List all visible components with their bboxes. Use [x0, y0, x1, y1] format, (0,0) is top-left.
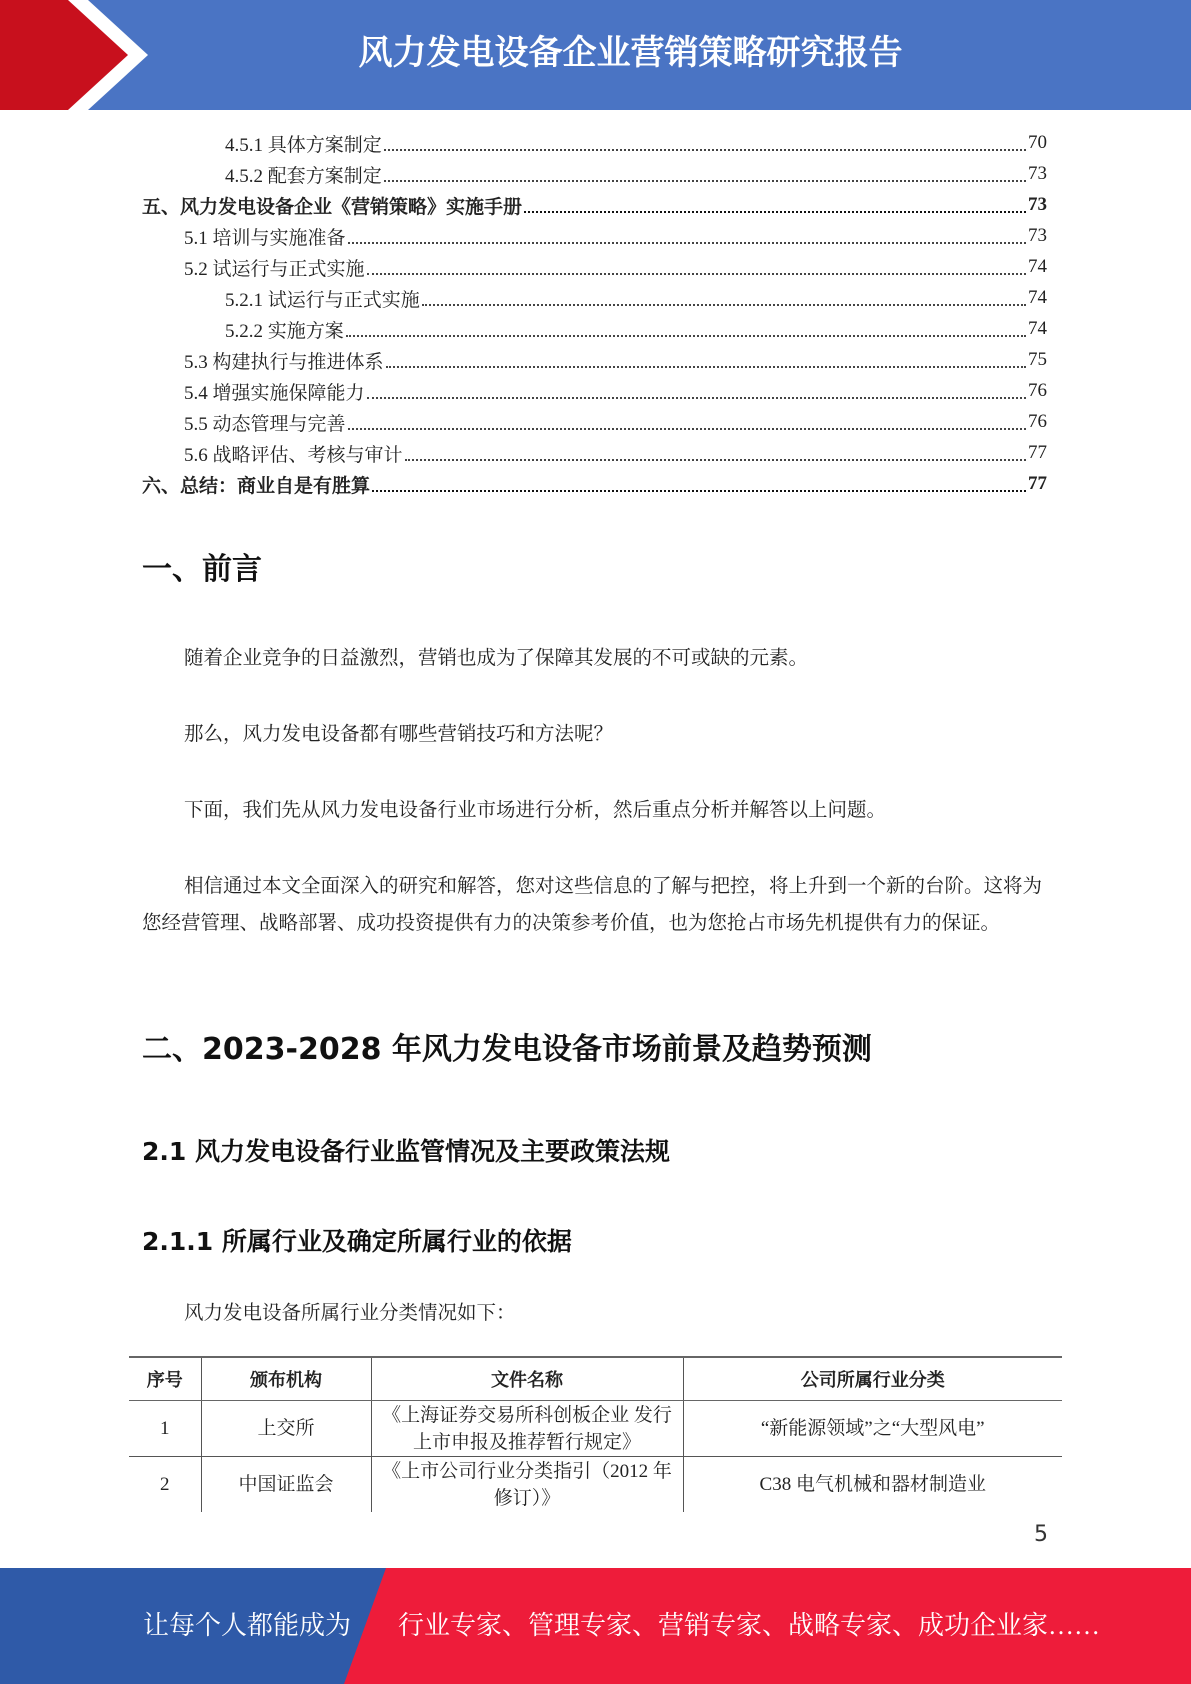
section-heading-market: 二、2023-2028 年风力发电设备市场前景及趋势预测 — [142, 1032, 872, 1067]
toc-item[interactable]: 5.2.2 实施方案 74 — [225, 318, 1047, 342]
column-header: 文件名称 — [371, 1357, 683, 1401]
page-footer — [0, 1568, 1191, 1684]
table-cell: 《上海证券交易所科创板企业 发行上市申报及推荐暂行规定》 — [371, 1401, 683, 1457]
table-cell: 《上市公司行业分类指引（2012 年修订）》 — [371, 1457, 683, 1513]
subsubsection-heading: 2.1.1 所属行业及确定所属行业的依据 — [142, 1227, 572, 1256]
page-header — [0, 0, 1191, 110]
table-row — [129, 1401, 1062, 1457]
body-paragraph: 相信通过本文全面深入的研究和解答，您对这些信息的了解与把控，将上升到一个新的台阶。这将为您经营管理、战略部署、成功投资提供有力的决策参考价值，也为您抢占市场先机提供有力的保证。 — [142, 876, 1043, 934]
table-cell: 上交所 — [201, 1401, 371, 1457]
body-paragraph: 下面，我们先从风力发电设备行业市场进行分析，然后重点分析并解答以上问题。 — [184, 800, 887, 821]
toc-item[interactable]: 5.5 动态管理与完善 76 — [184, 411, 1047, 435]
body-paragraph: 风力发电设备所属行业分类情况如下： — [184, 1303, 516, 1324]
section-heading-preface: 一、前言 — [142, 552, 262, 587]
body-paragraph: 随着企业竞争的日益激烈，营销也成为了保障其发展的不可或缺的元素。 — [184, 648, 809, 669]
toc-item[interactable]: 5.4 增强实施保障能力 76 — [184, 380, 1047, 404]
table-cell: “新能源领域”之“大型风电” — [683, 1401, 1062, 1457]
footer-slogan-right: 行业专家、管理专家、营销专家、战略专家、成功企业家…… — [398, 1611, 1101, 1640]
table-cell: C38 电气机械和器材制造业 — [683, 1457, 1062, 1513]
table-cell: 中国证监会 — [201, 1457, 371, 1513]
toc-item[interactable]: 五、风力发电设备企业《营销策略》实施手册 73 — [142, 194, 1047, 218]
toc-item[interactable]: 5.3 构建执行与推进体系 75 — [184, 349, 1047, 373]
toc-item[interactable]: 4.5.2 配套方案制定 73 — [225, 163, 1047, 187]
column-header: 颁布机构 — [201, 1357, 371, 1401]
industry-classification-table — [129, 1356, 1062, 1512]
column-header: 序号 — [129, 1357, 201, 1401]
page-number: 5 — [1034, 1522, 1048, 1547]
table-cell: 1 — [129, 1401, 201, 1457]
toc-item[interactable]: 5.1 培训与实施准备 73 — [184, 225, 1047, 249]
subsection-heading: 2.1 风力发电设备行业监管情况及主要政策法规 — [142, 1137, 670, 1166]
toc-item[interactable]: 4.5.1 具体方案制定 70 — [225, 132, 1047, 156]
body-paragraph: 那么，风力发电设备都有哪些营销技巧和方法呢？ — [184, 724, 614, 745]
toc-item[interactable]: 5.2 试运行与正式实施 74 — [184, 256, 1047, 280]
column-header: 公司所属行业分类 — [683, 1357, 1062, 1401]
toc-item[interactable]: 六、总结：商业自是有胜算 77 — [142, 473, 1047, 497]
toc-item[interactable]: 5.6 战略评估、考核与审计 77 — [184, 442, 1047, 466]
table-header-row — [129, 1357, 1062, 1401]
table-row — [129, 1457, 1062, 1513]
footer-slogan-left: 让每个人都能成为 — [143, 1611, 352, 1640]
report-title: 风力发电设备企业营销策略研究报告 — [358, 33, 903, 73]
table-cell: 2 — [129, 1457, 201, 1513]
toc-item[interactable]: 5.2.1 试运行与正式实施 74 — [225, 287, 1047, 311]
